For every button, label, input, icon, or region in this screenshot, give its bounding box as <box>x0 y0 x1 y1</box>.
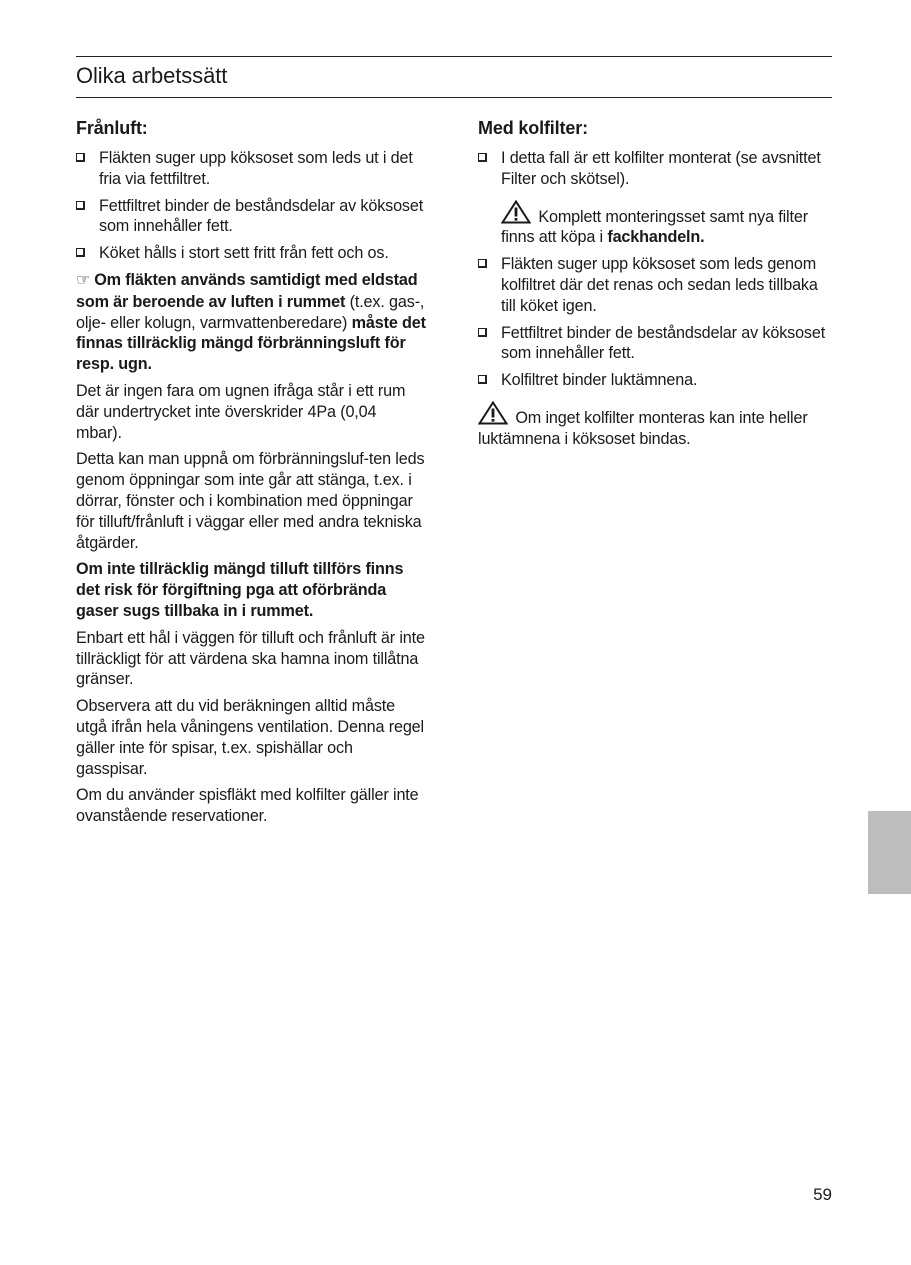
kolfilter-list-2 <box>478 254 832 391</box>
list-item-text: Fettfiltret binder de beståndsdelar av köksoset som innehåller fett. <box>99 196 424 236</box>
list-item <box>478 254 832 316</box>
note-normal: (t.ex. gas-, olje- eller kolugn, varmvattenberedare) <box>76 292 425 332</box>
right-column <box>478 116 832 456</box>
warning-triangle-icon <box>478 401 508 425</box>
paragraph: Detta kan man uppnå om förbränningsluf-ten leds genom öppningar som inte går att stänga, t.ex. i dörrar, fönster och i kombination med öppningar för tilluft/frånluft i väggar eller med andra tekniska åtgärder. <box>76 450 425 552</box>
kolfilter-heading: Med kolfilter: <box>478 118 588 138</box>
poisoning-warning <box>76 559 426 621</box>
page-title: Olika arbetssätt <box>76 63 228 88</box>
list-item <box>76 243 426 264</box>
list-item <box>478 370 832 391</box>
note-bold-1: Om fläkten används samtidigt med eldstad som är beroende av luften i rummet <box>76 270 418 311</box>
checkbox-bullet-icon <box>76 248 85 257</box>
no-filter-warning <box>478 401 832 450</box>
paragraph: Enbart ett hål i väggen för tilluft och frånluft är inte tillräckligt för att värdena ska hamna inom tillåtna gränser. <box>76 628 425 689</box>
note-bold-2: måste det finnas tillräcklig mängd förbränningsluft för resp. ugn. <box>76 313 426 374</box>
page-number: 59 <box>813 1185 832 1204</box>
list-item-text: Köket hålls i stort sett fritt från fett och os. <box>99 244 389 263</box>
checkbox-bullet-icon <box>76 153 85 162</box>
paragraph: Det är ingen fara om ugnen ifråga står i ett rum där undertrycket inte överskrider 4Pa (0,04 mbar). <box>76 381 406 442</box>
franluft-list <box>76 148 426 264</box>
franluft-heading: Frånluft: <box>76 118 148 138</box>
checkbox-bullet-icon <box>478 153 487 162</box>
list-item <box>76 196 426 238</box>
list-item <box>76 148 426 190</box>
top-rule <box>76 56 832 57</box>
paragraph: Observera att du vid beräkningen alltid måste utgå ifrån hela våningens ventilation. Denna regel gäller inte för spisar, t.ex. spishällar och gasspisar. <box>76 697 424 778</box>
title-underline <box>76 97 832 98</box>
list-item-text: Fettfiltret binder de beståndsdelar av köksoset som innehåller fett. <box>501 323 826 363</box>
pointing-hand-icon: ☞ <box>76 271 91 289</box>
chapter-tab <box>868 811 911 894</box>
list-item-text: I detta fall är ett kolfilter monterat (se avsnittet Filter och skötsel). <box>501 149 821 188</box>
warning-bold: fackhandeln. <box>607 228 705 247</box>
kolfilter-list-1 <box>478 148 832 190</box>
list-item-text: Fläkten suger upp köksoset som leds ut i det fria via fettfiltret. <box>99 149 413 188</box>
warning-text: Om inget kolfilter monteras kan inte heller luktämnena i köksoset bindas. <box>478 408 808 448</box>
combustion-air-note <box>76 270 426 375</box>
mounting-kit-warning <box>501 200 832 249</box>
list-item-text: Kolfiltret binder luktämnena. <box>501 371 698 390</box>
warning-triangle-icon <box>501 200 531 224</box>
checkbox-bullet-icon <box>478 375 487 384</box>
checkbox-bullet-icon <box>76 201 85 210</box>
left-column <box>76 116 426 833</box>
poisoning-warning-text: Om inte tillräcklig mängd tilluft tillförs finns det risk för förgiftning pga att oförbrända gaser sugs tillbaka in i rummet. <box>76 560 404 620</box>
list-item <box>478 323 832 365</box>
paragraph: Om du använder spisfläkt med kolfilter gäller inte ovanstående reservationer. <box>76 786 419 826</box>
list-item <box>478 148 832 190</box>
warning-text: Komplett monteringsset samt nya filter finns att köpa i <box>501 207 808 247</box>
checkbox-bullet-icon <box>478 328 487 337</box>
list-item-text: Fläkten suger upp köksoset som leds genom kolfiltret där det renas och sedan leds tillbaka till köket igen. <box>501 255 818 315</box>
checkbox-bullet-icon <box>478 259 487 268</box>
